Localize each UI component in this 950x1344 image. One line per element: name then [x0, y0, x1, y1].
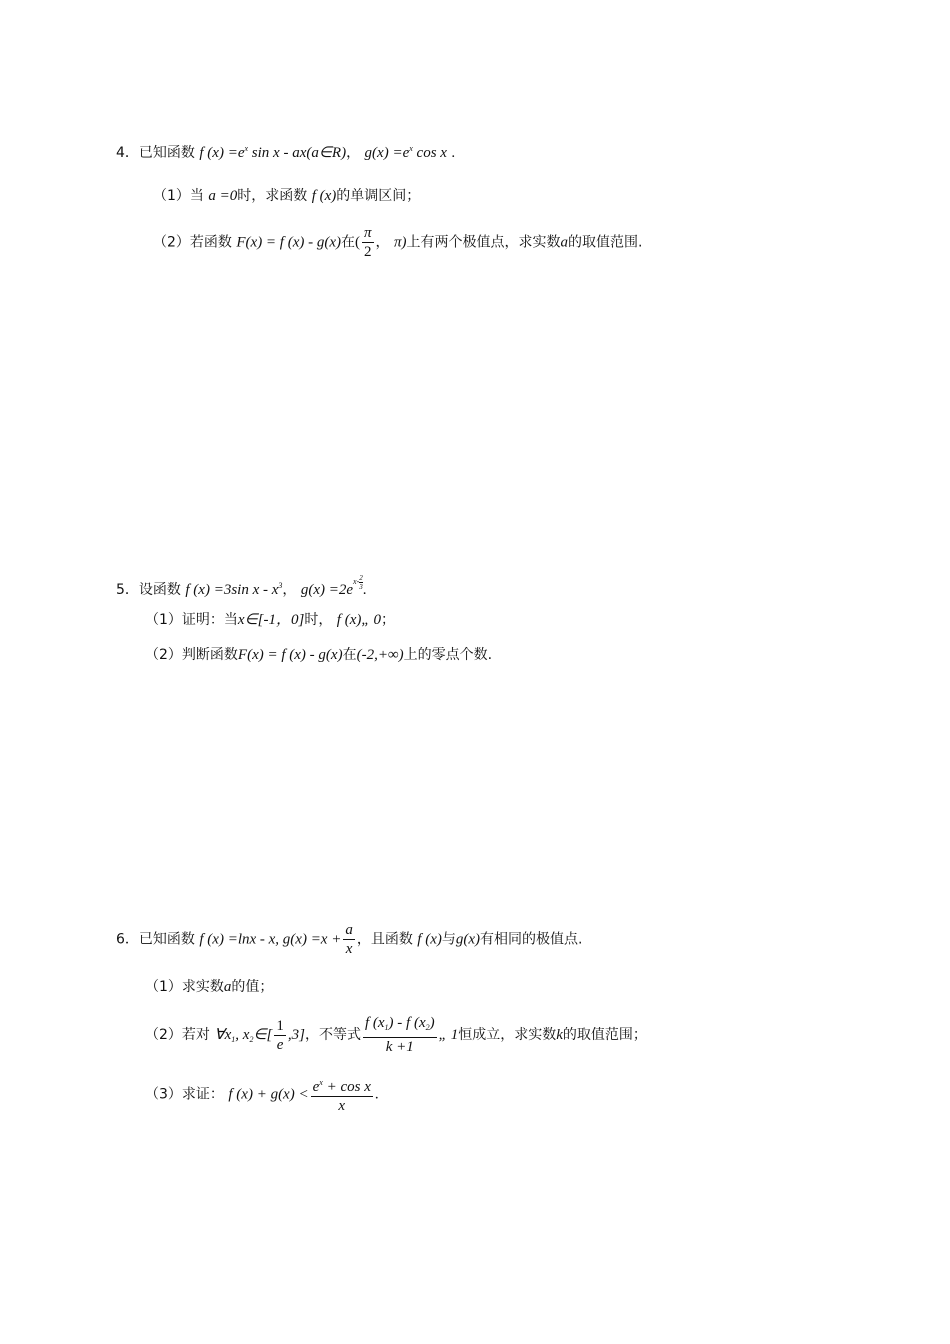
math-g-def: $g(x) =e^x$ cos x — [364, 144, 447, 161]
part-label: （2） — [145, 647, 182, 663]
problem-number: 6． — [116, 931, 139, 948]
math-expr: f (x)„ 0 — [336, 612, 381, 628]
part-label: （1） — [145, 979, 182, 995]
part-label: （3） — [145, 1086, 182, 1103]
problem-4-part-1: （1）当 a =0时，求函数 f (x)的单调区间； — [153, 188, 421, 204]
problem-5-part-1: （1）证明：当x∈[-1，0]时， f (x)„ 0； — [145, 612, 395, 628]
math-f-def: f $(x) =e^x$ sin x - ax(a∈R) — [199, 144, 347, 161]
problem-number: 5． — [116, 582, 139, 598]
fraction-ex-cos-over-x: $\frac{e^x + \cos x}{x}$ — [311, 1074, 373, 1115]
math-expr: a =0 — [208, 188, 238, 204]
fraction-1-over-e: $\frac{1}{e}$ — [276, 1017, 284, 1053]
part-label: （2） — [153, 234, 190, 251]
fraction-inequality: $\frac{f (x_1) - f (x_2)}{k +1}$ — [364, 1015, 435, 1055]
math-expr: F(x) = f (x) - g(x) — [236, 234, 342, 251]
part-label: （1） — [153, 188, 190, 204]
problem-6-stem: 6．已知函数 f (x) =lnx - x, g(x) =x + $\frac{a}{x}$ ，且函数 f (x)与g(x)有相同的极值点. — [116, 922, 583, 957]
part-label: （1） — [145, 612, 182, 628]
math-expr: f (x) + g(x) < — [228, 1086, 309, 1103]
math-g-def: $g(x) =2e^{x- \frac{2}{3}}$ — [300, 573, 363, 598]
part-label: （2） — [145, 1027, 182, 1043]
problem-number: 4． — [116, 145, 139, 161]
stem-text: 已知函数 — [138, 145, 195, 161]
math-expr: (-2,+∞) — [356, 647, 404, 663]
math-expr: $\forall x_1$, $x_2\in$[ — [214, 1027, 273, 1044]
problem-4-stem: 4．已知函数 f $(x) =e^x$ sin x - ax(a∈R)， $g(x) =e^x$ cos x . — [116, 144, 456, 161]
problem-4-part-2: （2）若函数 F(x) = f (x) - g(x)在( $\frac{\pi}{2}$ ， π)上有两个极值点，求实数a的取值范围. — [153, 225, 643, 260]
problem-6-part-3: （3）求证： f (x) + g(x) < $\frac{e^x + \cos x}{x}$ . — [145, 1074, 379, 1115]
stem-text: 设函数 — [138, 582, 181, 598]
fraction-a-over-x: $\frac{a}{x}$ — [345, 922, 353, 957]
math-expr: f (x) =lnx - x, g(x) =x + — [199, 931, 342, 948]
math-expr: x∈[-1，0] — [237, 612, 305, 628]
stem-text: 已知函数 — [138, 931, 195, 948]
problem-6-part-2: （2）若对 $\forall x_1$, $x_2\in$[ $\frac{1}{e}$ ,3]，不等式 $\frac{f (x_1) - f (x_2)}{k +1}$ „ 1恒成立，求实数k的取值范围； — [145, 1015, 647, 1055]
problem-5-part-2: （2）判断函数F(x) = f (x) - g(x)在(-2,+∞)上的零点个数. — [145, 647, 493, 663]
math-expr: F(x) = f (x) - g(x) — [237, 647, 343, 663]
problem-6-part-1: （1）求实数a的值； — [145, 979, 274, 995]
math-expr: a — [223, 979, 232, 995]
math-expr: f (x) — [311, 188, 337, 204]
math-f-def: f (x) =3sin x - $x^3$ — [185, 581, 283, 598]
problem-5-stem: 5．设函数 f (x) =3sin x - $x^3$， $g(x) =2e^{x- \frac{2}{3}}$ . — [116, 573, 367, 598]
fraction-pi-over-2: $\frac{\pi}{2}$ — [364, 225, 372, 260]
